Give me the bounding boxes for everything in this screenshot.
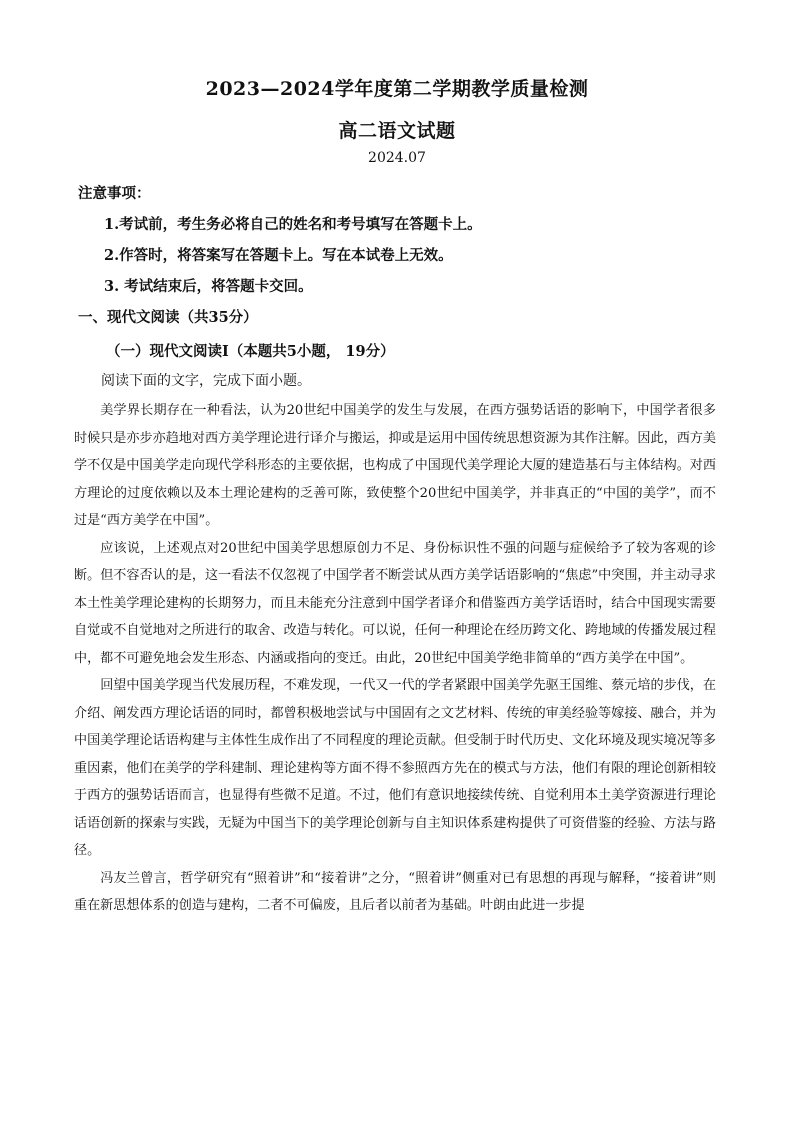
subsection-title: （一）现代文阅读Ⅰ（本题共5小题， 19分） [106, 343, 395, 360]
passage-paragraph-2: 应该说，上述观点对20世纪中国美学思想原创力不足、身份标识性不强的问题与症候给予了较为客观的诊断。但不容否认的是，这一看法不仅忽视了中国学者不断尝试从西方美学话语影响的“焦虑”中突围，并主动寻求本土性美学理论建构的长期努力，而且未能充分注意到中国学者译介和借鉴西方美学话语时，结合中国现实需要自觉或不自觉地对之所进行的取舍、改造与转化。可以说，任何一种理论在经历跨文化、跨地域的传播发展过程中，都不可避免地会发生形态、内涵或指向的变迁。由此，20世纪中国美学绝非简单的“西方美学在中国”。 [74, 540, 716, 666]
exam-subtitle: 高二语文试题 [338, 120, 456, 142]
note-item-1: 1.考试前，考生务必将自己的姓名和考号填写在答题卡上。 [104, 216, 482, 233]
exam-title: 2023—2024学年度第二学期教学质量检测 [205, 78, 589, 100]
notes-heading: 注意事项： [78, 185, 151, 202]
note-item-3: 3. 考试结束后，将答题卡交回。 [104, 278, 313, 295]
reading-instruction: 阅读下面的文字，完成下面小题。 [101, 373, 311, 389]
section-title: 一、现代文阅读（共35分） [78, 309, 258, 326]
exam-date: 2024.07 [368, 150, 426, 166]
passage-paragraph-3: 回望中国美学现当代发展历程，不难发现，一代又一代的学者紧跟中国美学先驱王国维、蔡元培的步伐，在介绍、阐发西方理论话语的同时，都曾积极地尝试与中国固有之文艺材料、传统的审美经验等嫁接、融合，并为中国美学理论话语构建与主体性生成作出了不同程度的理论贡献。但受制于时代历史、文化环境及现实境况等多重因素，他们在美学的学科建制、理论建构等方面不得不参照西方先在的模式与方法，他们有限的理论创新相较于西方的强势话语而言，也显得有些微不足道。不过，他们有意识地接续传统、自觉利用本土美学资源进行理论话语创新的探索与实践，无疑为中国当下的美学理论创新与自主知识体系建构提供了可资借鉴的经验、方法与路径。 [74, 678, 716, 858]
passage-paragraph-1: 美学界长期存在一种看法，认为20世纪中国美学的发生与发展，在西方强势话语的影响下，中国学者很多时候只是亦步亦趋地对西方美学理论进行译介与搬运，抑或是运用中国传统思想资源为其作注解。因此，西方美学不仅是中国美学走向现代学科形态的主要依据，也构成了中国现代美学理论大厦的建造基石与主体结构。对西方理论的过度依赖以及本土理论建构的乏善可陈，致使整个20世纪中国美学，并非真正的“中国的美学”，而不过是“西方美学在中国”。 [74, 403, 716, 528]
reading-passage [74, 397, 716, 920]
passage-paragraph-4: 冯友兰曾言，哲学研究有“照着讲”和“接着讲”之分，“照着讲”侧重对已有思想的再现与解释，“接着讲”则重在新思想体系的创造与建构，二者不可偏废，且后者以前者为基础。叶朗由此进一步提 [74, 870, 716, 913]
note-item-2: 2.作答时，将答案写在答题卡上。写在本试卷上无效。 [104, 247, 453, 264]
